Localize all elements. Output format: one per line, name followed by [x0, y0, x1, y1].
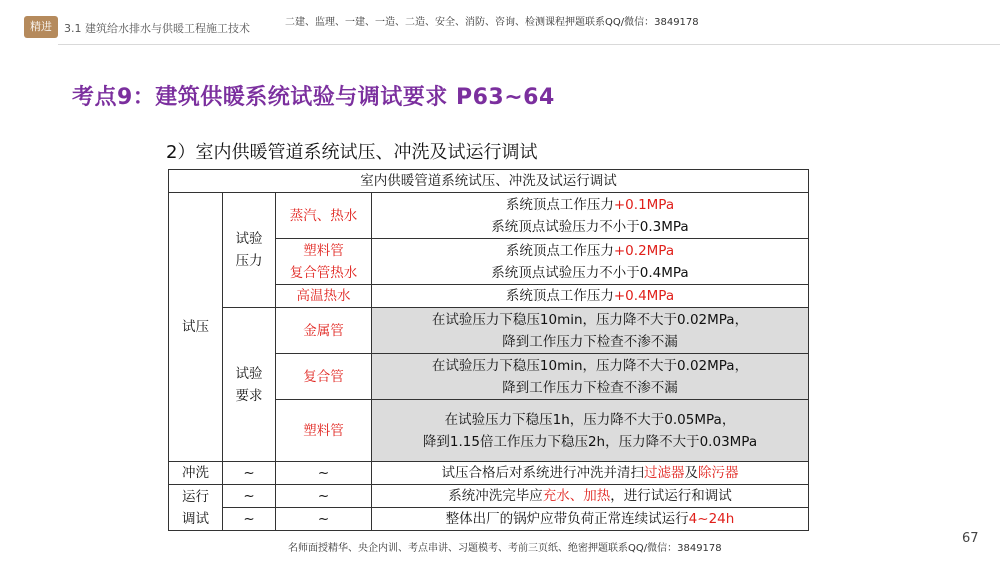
- trial-tilde-3: ~: [223, 508, 276, 531]
- flush-tilde-1: ~: [223, 462, 276, 485]
- pressure-test-label: 试压: [169, 193, 223, 462]
- header-divider: [58, 44, 1000, 45]
- slide-subtitle: 2）室内供暖管道系统试压、冲洗及试运行调试: [166, 142, 538, 163]
- plastic-requirement-cell: [372, 239, 809, 285]
- slide-title: 考点9：建筑供暖系统试验与调试要求 P63~64: [72, 85, 555, 110]
- steam-requirement-cell: [372, 193, 809, 239]
- composite-requirement-line1: 在试验压力下稳压10min，压力降不大于0.02MPa，: [431, 357, 749, 374]
- metal-requirement-line2: 降到工作压力下检查不渗不漏: [502, 333, 678, 350]
- composite-pipe-cell: 复合管: [276, 354, 372, 400]
- test-requirement-text: 试验要求: [235, 365, 263, 404]
- trial-requirement-cell-2: [372, 508, 809, 531]
- hightemp-requirement-value: +0.4MPa: [613, 288, 675, 304]
- flush-label: 冲洗: [169, 462, 223, 485]
- flush-tilde-2: ~: [276, 462, 372, 485]
- footer-contact: 名师面授精华、央企内训、考点串讲、习题模考、考前三页纸、绝密押题联系QQ/微信：3849178: [288, 543, 722, 554]
- pressure-test-table: [168, 169, 809, 531]
- plastic-pipe-cell: 塑料管: [276, 400, 372, 462]
- composite-hotwater-text: 复合管热水: [289, 264, 358, 281]
- trial-text-c: ，进行试运行和调试: [610, 488, 732, 504]
- plastic-test-line2: 降到1.15倍工作压力下稳压2h，压力降不大于0.03MPa: [422, 433, 758, 450]
- boiler-duration: 4~24h: [688, 511, 735, 527]
- steam-requirement-line2: 系统顶点试验压力不小于0.3MPa: [491, 218, 689, 235]
- test-requirement-label: [223, 308, 276, 462]
- hightemp-requirement-text: 系统顶点工作压力: [505, 288, 614, 304]
- table-header: 室内供暖管道系统试压、冲洗及试运行调试: [169, 170, 809, 193]
- composite-requirement-line2: 降到工作压力下检查不渗不漏: [502, 379, 678, 396]
- hightemp-hotwater-cell: 高温热水: [276, 285, 372, 308]
- plastic-test-line1: 在试验压力下稳压1h，压力降不大于0.05MPa，: [444, 411, 736, 428]
- trial-tilde-1: ~: [223, 485, 276, 508]
- trial-tilde-2: ~: [276, 485, 372, 508]
- flush-requirement-cell: [372, 462, 809, 485]
- logo-badge: 精进: [24, 16, 58, 38]
- trial-run-label: [169, 485, 223, 531]
- boiler-text: 整体出厂的锅炉应带负荷正常连续试运行: [445, 511, 689, 527]
- trial-requirement-cell-1: [372, 485, 809, 508]
- trial-run-text: 运行调试: [182, 488, 209, 527]
- hightemp-requirement-cell: [372, 285, 809, 308]
- page-number: 67: [962, 531, 979, 546]
- and-text: 及: [684, 465, 698, 481]
- dirt-separator-text: 除污器: [698, 465, 739, 481]
- steam-requirement-value: +0.1MPa: [613, 196, 675, 213]
- test-pressure-label: [223, 193, 276, 308]
- plastic-requirement-text: 系统顶点工作压力: [505, 242, 614, 259]
- test-pressure-text: 试验压力: [235, 231, 263, 269]
- metal-requirement-cell: [372, 308, 809, 354]
- plastic-pipe-text: 塑料管: [303, 242, 344, 259]
- section-label: 3.1 建筑给水排水与供暖工程施工技术: [64, 22, 250, 35]
- plastic-test-requirement-cell: [372, 400, 809, 462]
- trial-text-b: 充水、加热: [542, 488, 611, 504]
- flush-text: 试压合格后对系统进行冲洗并清扫: [441, 465, 644, 481]
- metal-pipe-cell: 金属管: [276, 308, 372, 354]
- filter-text: 过滤器: [644, 465, 685, 481]
- steam-hotwater-cell: 蒸汽、热水: [276, 193, 372, 239]
- contact-banner: 二建、监理、一建、一造、二造、安全、消防、咨询、检测课程押题联系QQ/微信：3849178: [285, 17, 699, 28]
- trial-text-a: 系统冲洗完毕应: [448, 488, 543, 504]
- metal-requirement-line1: 在试验压力下稳压10min，压力降不大于0.02MPa，: [431, 311, 749, 328]
- plastic-composite-cell: [276, 239, 372, 285]
- composite-requirement-cell: [372, 354, 809, 400]
- plastic-requirement-line2: 系统顶点试验压力不小于0.4MPa: [491, 264, 689, 281]
- plastic-requirement-value: +0.2MPa: [613, 242, 675, 259]
- steam-requirement-text: 系统顶点工作压力: [505, 196, 614, 213]
- trial-tilde-4: ~: [276, 508, 372, 531]
